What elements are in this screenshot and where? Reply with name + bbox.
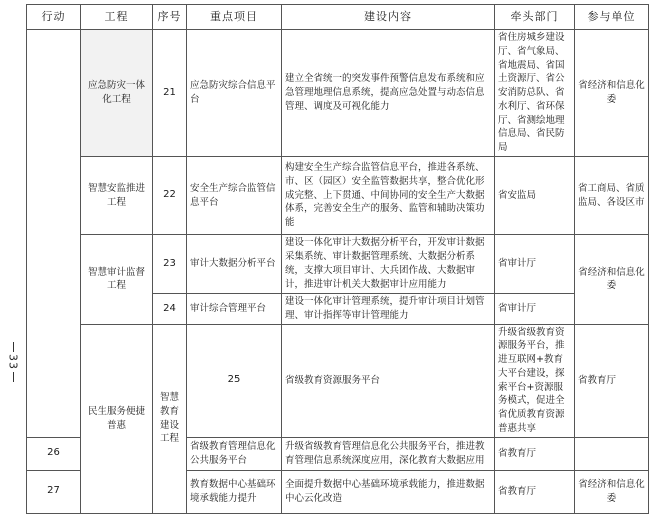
key-item-cell: 审计综合管理平台 xyxy=(187,294,282,325)
header-row xyxy=(27,5,649,30)
table-row xyxy=(27,235,649,294)
lead-cell: 省教育厅 xyxy=(575,324,649,437)
table-row xyxy=(27,30,649,157)
content-cell: 建设一体化审计管理系统，提升审计项目计划管理、审计指挥等审计管理能力 xyxy=(282,294,495,325)
key-item-cell: 安全生产综合监管信息平台 xyxy=(187,157,282,235)
seq-cell: 25 xyxy=(187,324,282,437)
lead-cell: 省安监局 xyxy=(495,157,575,235)
key-item-cell: 省级教育管理信息化公共服务平台 xyxy=(187,437,282,470)
seq-cell: 26 xyxy=(27,437,81,470)
content-cell: 建设一体化审计大数据分析平台，开发审计数据采集系统、审计数据管理系统、大数据分析系统，支撑大项目审计、大兵团作战、大数据审计，推进审计机关大数据审计应用能力 xyxy=(282,235,495,294)
project-cell: 智慧审计监督工程 xyxy=(81,235,153,325)
header-content: 建设内容 xyxy=(282,5,495,30)
header-lead: 牵头部门 xyxy=(495,5,575,30)
content-cell: 构建安全生产综合监管信息平台，推进各系统、市、区（园区）安全监管数据共享，整合优化形成完整、上下贯通、中间协同的安全生产大数据体系，完善安全生产的服务、监管和辅助决策功能 xyxy=(282,157,495,235)
page-number: 33 xyxy=(2,330,24,394)
key-item-cell: 应急防灾综合信息平台 xyxy=(187,30,282,157)
header-participants: 参与单位 xyxy=(575,5,649,30)
lead-cell: 省审计厅 xyxy=(495,235,575,294)
seq-cell: 22 xyxy=(153,157,187,235)
content-cell: 建立全省统一的突发事件预警信息发布系统和应急管理地理信息系统，提高应急处置与动态信息管理、调度及可视化能力 xyxy=(282,30,495,157)
header-key-item: 重点项目 xyxy=(187,5,282,30)
content-cell: 全面提升数据中心基础环境承载能力，推进数据中心云化改造 xyxy=(282,470,495,513)
seq-cell: 27 xyxy=(27,470,81,513)
header-project: 工程 xyxy=(81,5,153,30)
participants-cell: 省经济和信息化委 xyxy=(575,30,649,157)
table-row xyxy=(27,324,649,437)
project-cell: 应急防灾一体化工程 xyxy=(81,30,153,157)
action-cell: 民生服务便捷普惠 xyxy=(81,324,153,513)
participants-cell: 省工商局、省质监局、各设区市 xyxy=(575,157,649,235)
key-item-cell: 审计大数据分析平台 xyxy=(187,235,282,294)
project-cell: 智慧安监推进工程 xyxy=(81,157,153,235)
key-item-cell: 教育数据中心基础环境承载能力提升 xyxy=(187,470,282,513)
seq-cell: 24 xyxy=(153,294,187,325)
seq-cell: 21 xyxy=(153,30,187,157)
seq-cell: 23 xyxy=(153,235,187,294)
key-item-cell: 省级教育资源服务平台 xyxy=(282,324,495,437)
lead-cell: 省审计厅 xyxy=(495,294,575,325)
header-seq: 序号 xyxy=(153,5,187,30)
lead-cell: 省住房城乡建设厅、省气象局、省地震局、省国土资源厅、省公安消防总队、省水利厅、省环保厅、省测绘地理信息局、省民防局 xyxy=(495,30,575,157)
content-cell: 升级省级教育资源服务平台，推进互联网+教育大平台建设，探索平台+资源服务模式，促进全省优质教育资源普惠共享 xyxy=(495,324,575,437)
lead-cell: 省教育厅 xyxy=(495,437,575,470)
project-table xyxy=(26,4,649,514)
content-cell: 升级省级教育管理信息化公共服务平台，推进教育管理信息系统深度应用，深化教育大数据应用 xyxy=(282,437,495,470)
table-row xyxy=(27,157,649,235)
participants-cell: 省经济和信息化委 xyxy=(575,470,649,513)
project-cell: 智慧教育建设工程 xyxy=(153,324,187,513)
lead-cell: 省教育厅 xyxy=(495,470,575,513)
header-action: 行动 xyxy=(27,5,81,30)
participants-cell: 省经济和信息化委 xyxy=(575,235,649,325)
action-cell-empty xyxy=(27,30,81,438)
